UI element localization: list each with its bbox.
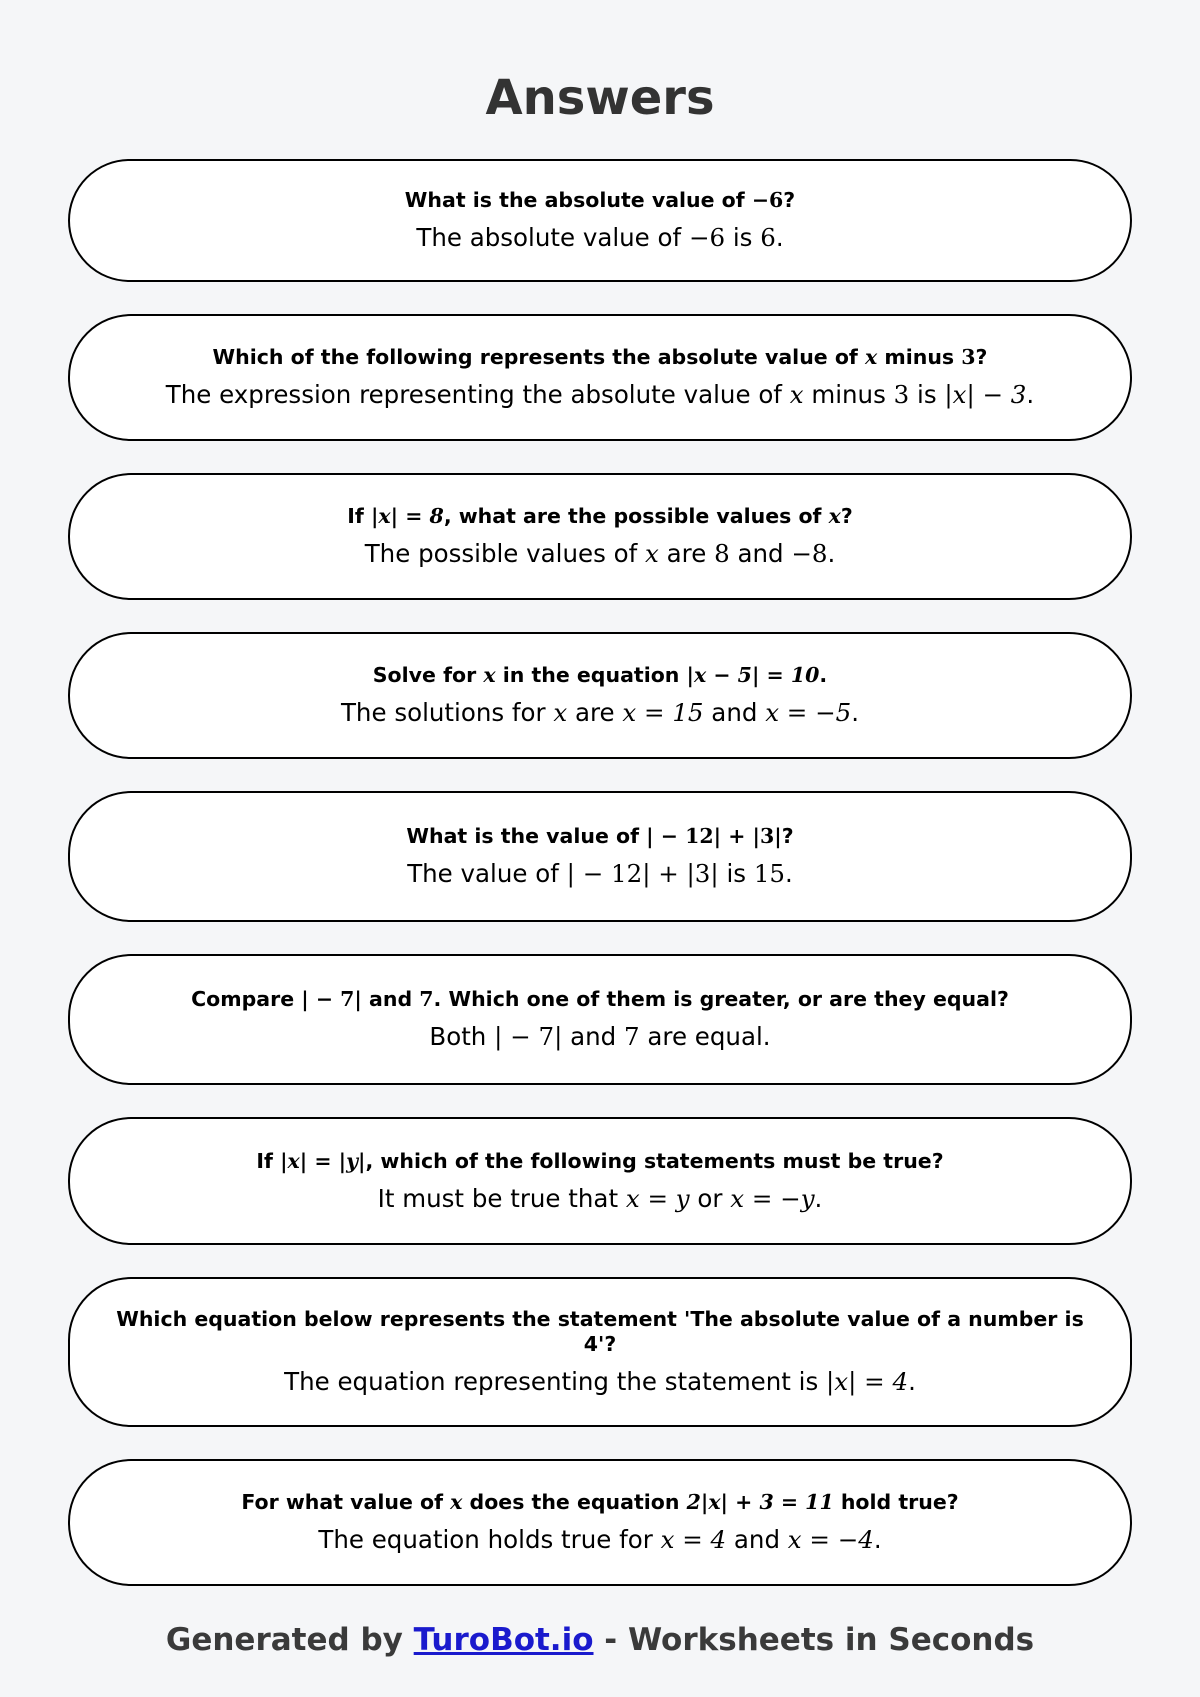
answer-card bbox=[68, 1117, 1132, 1245]
answer-text: The value of | − 12| + |3| is 15. bbox=[407, 859, 793, 888]
question-text: If |x| = |y|, which of the following statements must be true? bbox=[256, 1148, 944, 1173]
footer bbox=[0, 1620, 1200, 1660]
question-text: What is the absolute value of −6? bbox=[404, 188, 796, 212]
question-text: Which equation below represents the statement 'The absolute value of a number is 4'? bbox=[116, 1307, 1084, 1356]
answer-card bbox=[68, 632, 1132, 759]
turobot-link[interactable]: TuroBot.io bbox=[413, 1622, 594, 1658]
answer-text: Both | − 7| and 7 are equal. bbox=[429, 1022, 771, 1051]
answer-card bbox=[68, 1277, 1132, 1427]
answer-card bbox=[68, 314, 1132, 441]
answer-card bbox=[68, 473, 1132, 600]
answer-card bbox=[68, 159, 1132, 282]
answer-text: The solutions for x are x = 15 and x = −5. bbox=[340, 698, 860, 727]
footer-suffix: - Worksheets in Seconds bbox=[593, 1622, 1035, 1658]
answer-text: The equation holds true for x = 4 and x = −4. bbox=[318, 1525, 882, 1554]
answer-text: The expression representing the absolute value of x minus 3 is |x| − 3. bbox=[165, 380, 1035, 409]
answer-card bbox=[68, 1459, 1132, 1586]
answer-text: The equation representing the statement is |x| = 4. bbox=[284, 1367, 916, 1396]
page-title: Answers bbox=[485, 70, 715, 126]
footer-prefix: Generated by bbox=[165, 1622, 414, 1658]
answer-card bbox=[68, 954, 1132, 1085]
question-text: Solve for x in the equation |x − 5| = 10. bbox=[372, 663, 828, 687]
answer-list bbox=[68, 159, 1132, 1618]
answer-text: It must be true that x = y or x = −y. bbox=[377, 1183, 823, 1213]
question-text: Which of the following represents the absolute value of x minus 3? bbox=[212, 345, 988, 369]
question-text: For what value of x does the equation 2|x| + 3 = 11 hold true? bbox=[241, 1490, 959, 1514]
answer-text: The absolute value of −6 is 6. bbox=[416, 223, 784, 252]
answer-text: The possible values of x are 8 and −8. bbox=[364, 539, 836, 568]
question-text: What is the value of | − 12| + |3|? bbox=[406, 824, 794, 848]
question-text: If |x| = 8, what are the possible values of x? bbox=[347, 504, 853, 528]
question-text: Compare | − 7| and 7. Which one of them is greater, or are they equal? bbox=[191, 987, 1009, 1011]
answer-card bbox=[68, 791, 1132, 922]
